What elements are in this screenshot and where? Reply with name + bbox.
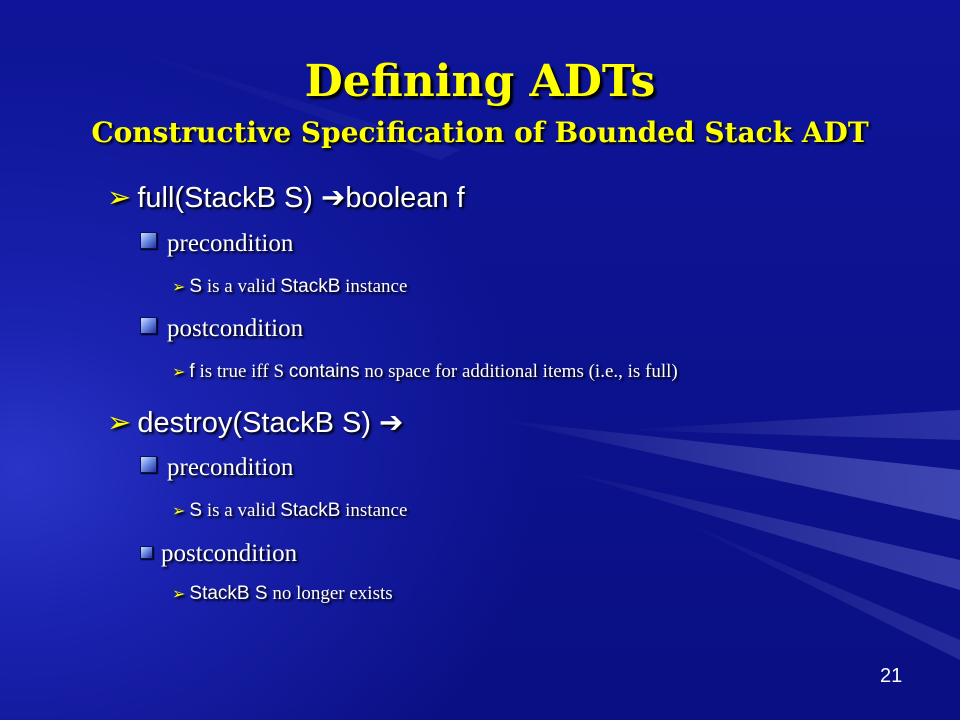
arrowhead-bullet-icon: ➢ — [172, 364, 186, 381]
bullet-destroy: ➢ destroy(StackB S) ➔ — [107, 407, 404, 439]
detail-precondition-full: ➢ S is a valid StackB instance — [172, 276, 408, 297]
arrowhead-bullet-icon: ➢ — [172, 279, 186, 296]
detail-precondition-destroy: ➢ S is a valid StackB instance — [172, 500, 408, 521]
arrowhead-bullet-icon: ➢ — [107, 182, 132, 214]
slide-title: Defining ADTs — [304, 56, 656, 107]
blue-square-bullet-icon — [140, 317, 157, 334]
page-number: 21 — [880, 665, 903, 687]
sub-bullet-precondition: precondition — [140, 454, 293, 482]
sub-bullet-postcondition: postcondition — [140, 315, 303, 343]
arrowhead-bullet-icon: ➢ — [107, 407, 132, 439]
detail-postcondition-full: ➢ f is true iff S contains no space for additional items (i.e., is full) — [172, 361, 678, 382]
detail-postcondition-destroy: ➢ StackB S no longer exists — [172, 583, 393, 604]
arrowhead-bullet-icon: ➢ — [172, 586, 186, 603]
arrowhead-bullet-icon: ➢ — [172, 503, 186, 520]
bullet-full: ➢ full(StackB S) ➔boolean f — [107, 182, 465, 214]
sub-bullet-postcondition: postcondition — [140, 540, 297, 568]
sub-bullet-precondition: precondition — [140, 230, 293, 258]
blue-square-bullet-icon — [140, 456, 157, 473]
blue-square-bullet-icon — [140, 546, 153, 559]
slide-subtitle: Constructive Specification of Bounded Stack ADT — [91, 116, 869, 149]
blue-square-bullet-icon — [140, 232, 157, 249]
